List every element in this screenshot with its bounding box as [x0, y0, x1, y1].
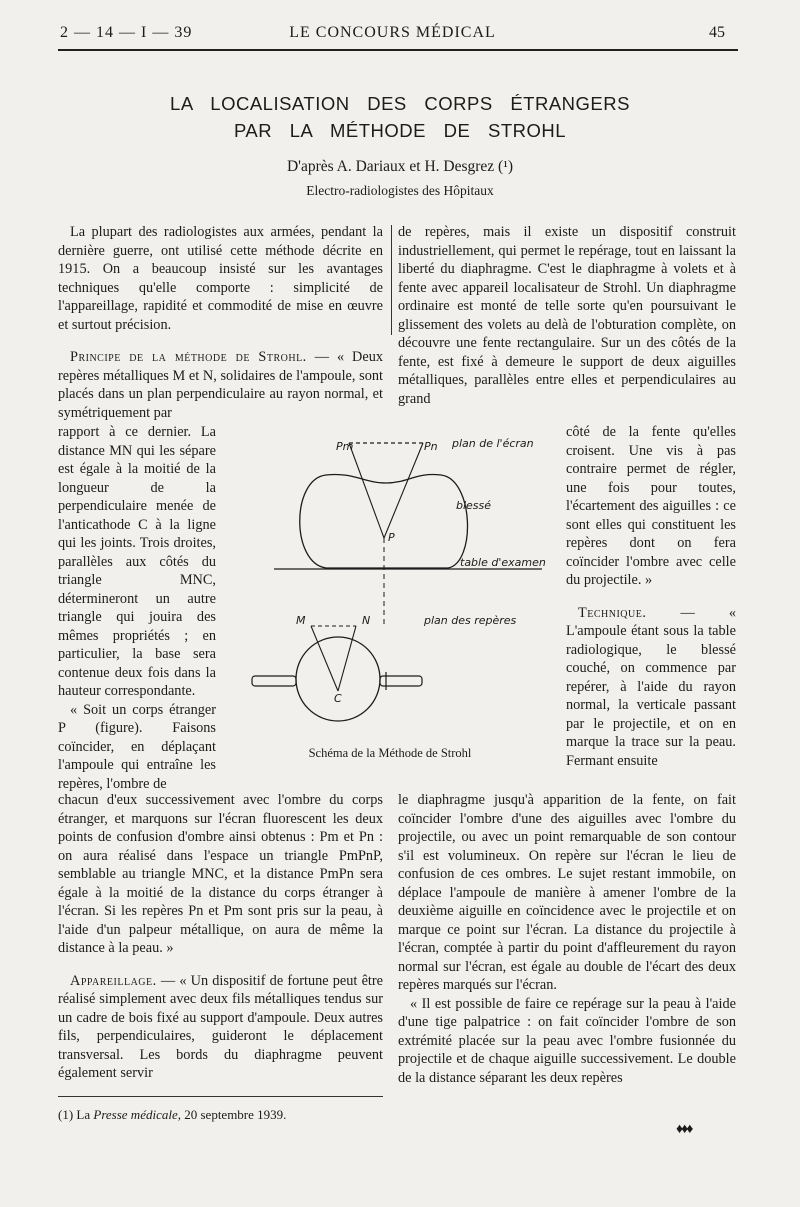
- byline: D'après A. Dariaux et H. Desgrez (¹): [286, 158, 514, 175]
- right-column-bottom: [398, 791, 736, 1087]
- patient-outline: [300, 474, 468, 568]
- label-pm: Pm: [336, 440, 354, 453]
- footnote-source: Presse médicale: [93, 1107, 178, 1122]
- x-ray-tube: [296, 637, 380, 721]
- technique-heading: Technique.: [578, 604, 647, 621]
- tube-left-arm: [252, 676, 296, 686]
- label-patient: blessé: [456, 499, 492, 512]
- technique-continued: le diaphragme jusqu'à apparition de la fente, on fait coïncider l'ombre d'une des aiguilles avec l'ombre du projectile, ou avec un point remarquable de son contour s'il est volumineux. On repère sur l'écran le lieu de confusion de ces ombres. Le sujet restant immobile, on déplace l'ampoule de manière à amener l'ombre de la deuxième aiguille en coïncidence avec le projectile et on marque ce point sur l'écran. La distance du projectile à l'écran, comptée à partir du point d'affleurement du rayon normal sur l'écran, est égale au double de l'écart des deux repères marqués sur l'écran.: [398, 792, 736, 993]
- diaphragm-paragraph: de repères, mais il existe un dispositif construit industriellement, qui permet le repérage, tout en laissant la liberté du diaphragme. C'est le diaphragme à volets et à fente avec appareil localisateur de Strohl. Un diaphragme ordinaire est monté de telle sorte qu'en poursuivant le glissement des volets au delà de l'obturation complète, on découvre une fente rectangulaire. Sur un des côtés de la fente, est fixé à demeure le support de deux aiguilles métalliques, parallèles entre elles et perpendiculaires au grand: [398, 224, 736, 407]
- strohl-method-diagram: [236, 423, 556, 743]
- left-column-wrap: [58, 423, 216, 793]
- article-title: [100, 90, 700, 144]
- continuation-ornament: ♦♦♦: [676, 1122, 692, 1137]
- ray-pn-p: [384, 443, 423, 538]
- intro-paragraph: La plupart des radiologistes aux armées, pendant la dernière guerre, ont utilisé cette méthode décrite en 1915. On a beaucoup insisté sur les avantages techniques qu'elle comporte : simplicité de l'appareillage, rapidité et commodité de mise en œuvre et surtout précision.: [58, 224, 383, 333]
- header-rule: [58, 49, 738, 51]
- ray-m-c: [311, 626, 338, 691]
- label-n: N: [362, 614, 371, 627]
- principle-continued: rapport à ce dernier. La distance MN qui les sépare est égale à la moitié de la longueur de la perpendiculaire menée de l'anticathode C à la ligne qui les joints. Trois droites, parallèles aux côtés du triangle MNC, détermineront un autre triangle qui jouira des mêmes propriétés ; en particulier, la base sera contenue deux fois dans la hauteur correspondante.: [58, 424, 216, 699]
- label-reference-plane: plan des repères: [424, 614, 517, 627]
- label-exam-table: table d'examen: [460, 556, 546, 569]
- equipment-text: — « Un dispositif de fortune peut être réalisé simplement avec deux fils métalliques tendus sur un cadre de bois fixé au support d'ampoule. Deux autres fils, perpendiculaires, guideront le déplacement transversal. Les bords du diaphragme peuvent également servir: [58, 972, 383, 1081]
- label-c: C: [334, 692, 342, 705]
- foreign-body-continued: chacun d'eux successivement avec l'ombre du corps étranger, et marquons sur l'écran fluorescent les deux points de confusion d'ombre ainsi obtenus : Pm et Pn : on aura réalisé dans l'espace un triangle PmPnP, semblable au triangle MNC, et la distance PmPn sera égale à la moitié de la distance du corps étranger à l'écran. Si les repères Pn et Pm sont pris sur la peau, à l'aide d'un palpeur métallique, on aura de même la distance à la peau. »: [58, 792, 383, 956]
- label-screen-plane: plan de l'écran: [452, 437, 534, 450]
- footnote-date: , 20 septembre 1939.: [177, 1107, 287, 1122]
- issue-date: 2 — 14 — I — 39: [60, 24, 193, 41]
- title-line-1: LA LOCALISATION DES CORPS ÉTRANGERS: [170, 93, 630, 114]
- diaphragm-continued: côté de la fente qu'elles croisent. Une vis à pas contraire permet de régler, une fois pour toutes, l'écartement des aiguilles : ce sont elles qui constituent les repères dont on fera coïncider l'ombre avec celle du projectile. »: [566, 424, 736, 588]
- running-header: [60, 24, 725, 48]
- technique-lead: — « L'ampoule étant sous la table radiologique, le blessé couché, on commence par repérer, à l'aide du rayon normal, la verticale passant par le projectile, et on en marque la trace sur la peau. Fermant ensuite: [566, 604, 736, 769]
- left-column-bottom: [58, 791, 383, 1083]
- principle-heading: Principe de la méthode de Strohl.: [70, 349, 307, 365]
- ray-n-c: [338, 626, 356, 691]
- label-pn: Pn: [424, 440, 438, 453]
- footnote-rule: [58, 1096, 383, 1097]
- left-column-top: [58, 223, 383, 422]
- ray-pm-p: [349, 443, 384, 538]
- principle-paragraph: [58, 348, 383, 422]
- foreign-body-paragraph: « Soit un corps étranger P (figure). Faisons coïncider, en déplaçant l'ampoule qui entraîne les repères, l'ombre de: [58, 701, 216, 792]
- affiliation: Electro-radiologistes des Hôpitaux: [306, 183, 494, 198]
- technique-paragraph: [566, 604, 736, 771]
- figure-caption: Schéma de la Méthode de Strohl: [308, 746, 472, 760]
- footnote: [58, 1107, 388, 1123]
- label-m: M: [296, 614, 306, 627]
- title-line-2: PAR LA MÉTHODE DE STROHL: [233, 120, 567, 141]
- palpator-paragraph: « Il est possible de faire ce repérage sur la peau à l'aide d'une tige palpatrice : on fait coïncider l'ombre de son extrémité placée sur la peau avec l'ombre fusionnée du projectile et de chaque aiguille successivement. Le double de la distance séparant les deux repères: [398, 995, 736, 1086]
- right-column-wrap: [566, 423, 736, 770]
- column-rule: [391, 225, 392, 335]
- equipment-paragraph: [58, 972, 383, 1083]
- principle-lead: — « Deux repères métalliques M et N, solidaires de l'ampoule, sont placés dans un plan perpendiculaire au rayon normal, et symétriquement par: [58, 349, 383, 421]
- right-column-top: [398, 223, 736, 408]
- journal-name: LE CONCOURS MÉDICAL: [289, 24, 496, 41]
- equipment-heading: Appareillage.: [70, 972, 157, 989]
- label-p: P: [388, 531, 395, 544]
- footnote-prefix: (1) La: [58, 1107, 94, 1122]
- page-number: 45: [709, 24, 725, 41]
